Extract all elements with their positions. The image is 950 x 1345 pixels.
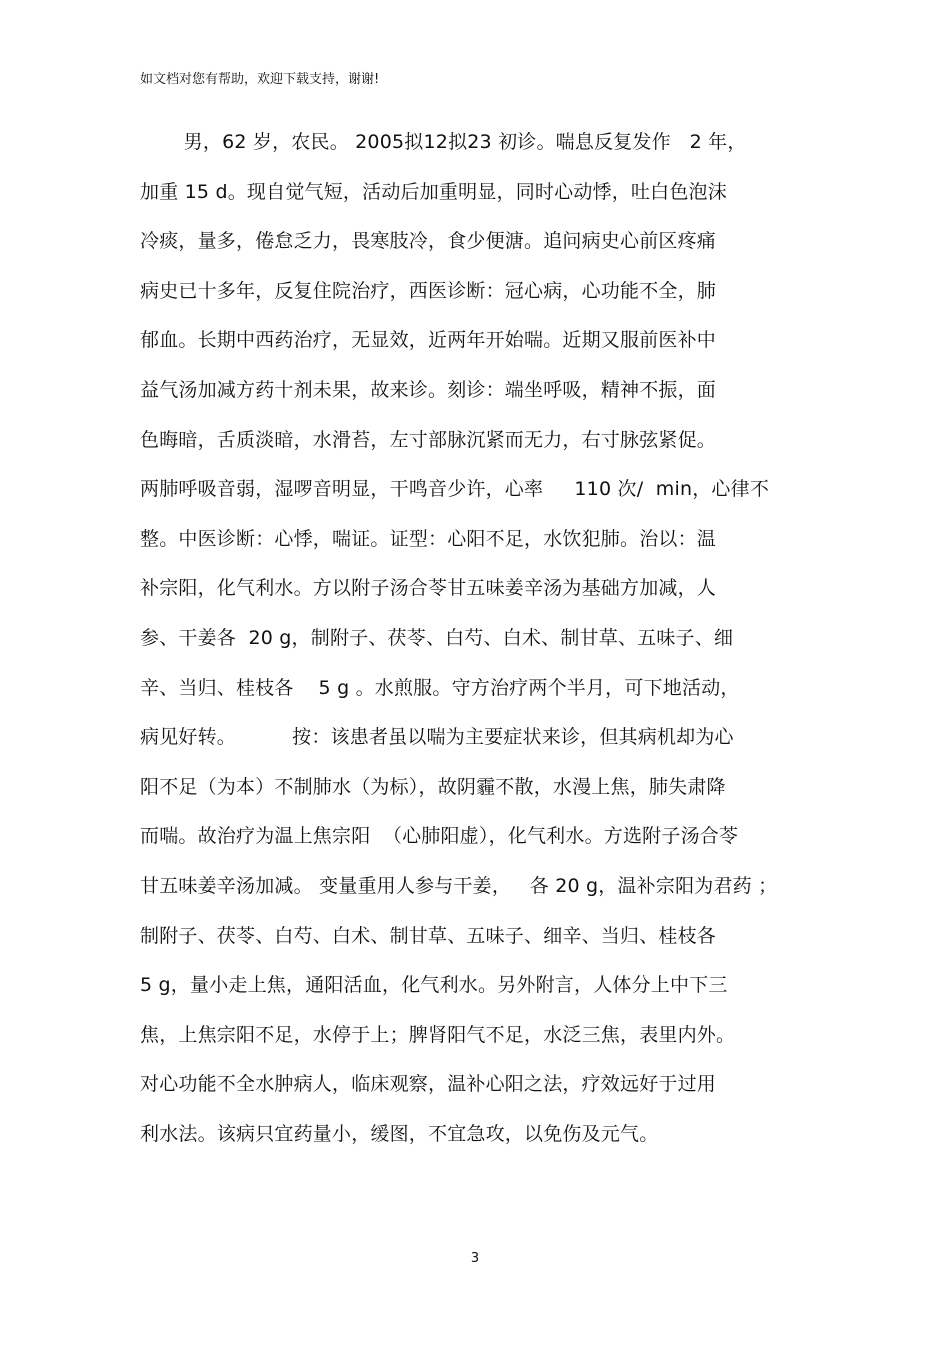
body-line: 利水法。该病只宜药量小，缓图，不宜急攻，以免伤及元气。 xyxy=(140,1122,659,1145)
body-line: 辛、当归、桂枝各 5 g 。水煎服。守方治疗两个半月，可下地活动， xyxy=(140,676,740,699)
body-line: 整。中医诊断：心悸，喘证。证型：心阳不足，水饮犯肺。治以：温 xyxy=(140,527,717,550)
body-line: 参、干姜各 20 g，制附子、茯苓、白芍、白术、制甘草、五味子、细 xyxy=(140,626,734,649)
body-line: 焦，上焦宗阳不足，水停于上；脾肾阳气不足，水泛三焦，表里内外。 xyxy=(140,1023,736,1046)
body-line: 色晦暗，舌质淡暗，水滑苔，左寸部脉沉紧而无力，右寸脉弦紧促。 xyxy=(140,428,717,451)
body-line: 阳不足（为本）不制肺水（为标），故阴霾不散，水漫上焦，肺失肃降 xyxy=(140,775,726,798)
body-line: 郁血。长期中西药治疗，无显效，近两年开始喘。近期又服前医补中 xyxy=(140,329,717,352)
document-body xyxy=(140,126,820,1167)
body-line: 两肺呼吸音弱，湿啰音明显，干鸣音少许，心率 110 次/ min，心律不 xyxy=(140,478,770,501)
body-line: 病史已十多年，反复住院治疗，西医诊断：冠心病，心功能不全，肺 xyxy=(140,279,717,302)
header-note: 如文档对您有帮助，欢迎下载支持，谢谢! xyxy=(140,72,380,87)
body-line: 对心功能不全水肿病人，临床观察，温补心阳之法，疗效远好于过用 xyxy=(140,1073,717,1096)
body-line: 而喘。故治疗为温上焦宗阳 （心肺阳虚），化气利水。方选附子汤合苓 xyxy=(140,825,739,848)
body-line: 病见好转。 按：该患者虽以喘为主要症状来诊，但其病机却为心 xyxy=(140,726,734,749)
body-line: 男，62 岁，农民。 2005拟12拟23 初诊。喘息反复发作 2 年， xyxy=(140,131,747,153)
body-line: 冷痰，量多，倦怠乏力，畏寒肢冷，食少便溏。追问病史心前区疼痛 xyxy=(140,230,717,253)
body-line: 补宗阳，化气利水。方以附子汤合苓甘五味姜辛汤为基础方加减，人 xyxy=(140,577,717,600)
page-number: 3 xyxy=(470,1251,480,1266)
body-line: 加重 15 d。现自觉气短，活动后加重明显，同时心动悸，吐白色泡沫 xyxy=(140,180,727,203)
body-line: 甘五味姜辛汤加减。 变量重用人参与干姜， 各 20 g，温补宗阳为君药 ； xyxy=(140,874,778,897)
body-line: 制附子、茯苓、白芍、白术、制甘草、五味子、细辛、当归、桂枝各 xyxy=(140,924,717,947)
body-line: 益气汤加减方药十剂未果，故来诊。刻诊：端坐呼吸，精神不振，面 xyxy=(140,378,717,401)
body-line: 5 g，量小走上焦，通阳活血，化气利水。另外附言，人体分上中下三 xyxy=(140,974,728,997)
